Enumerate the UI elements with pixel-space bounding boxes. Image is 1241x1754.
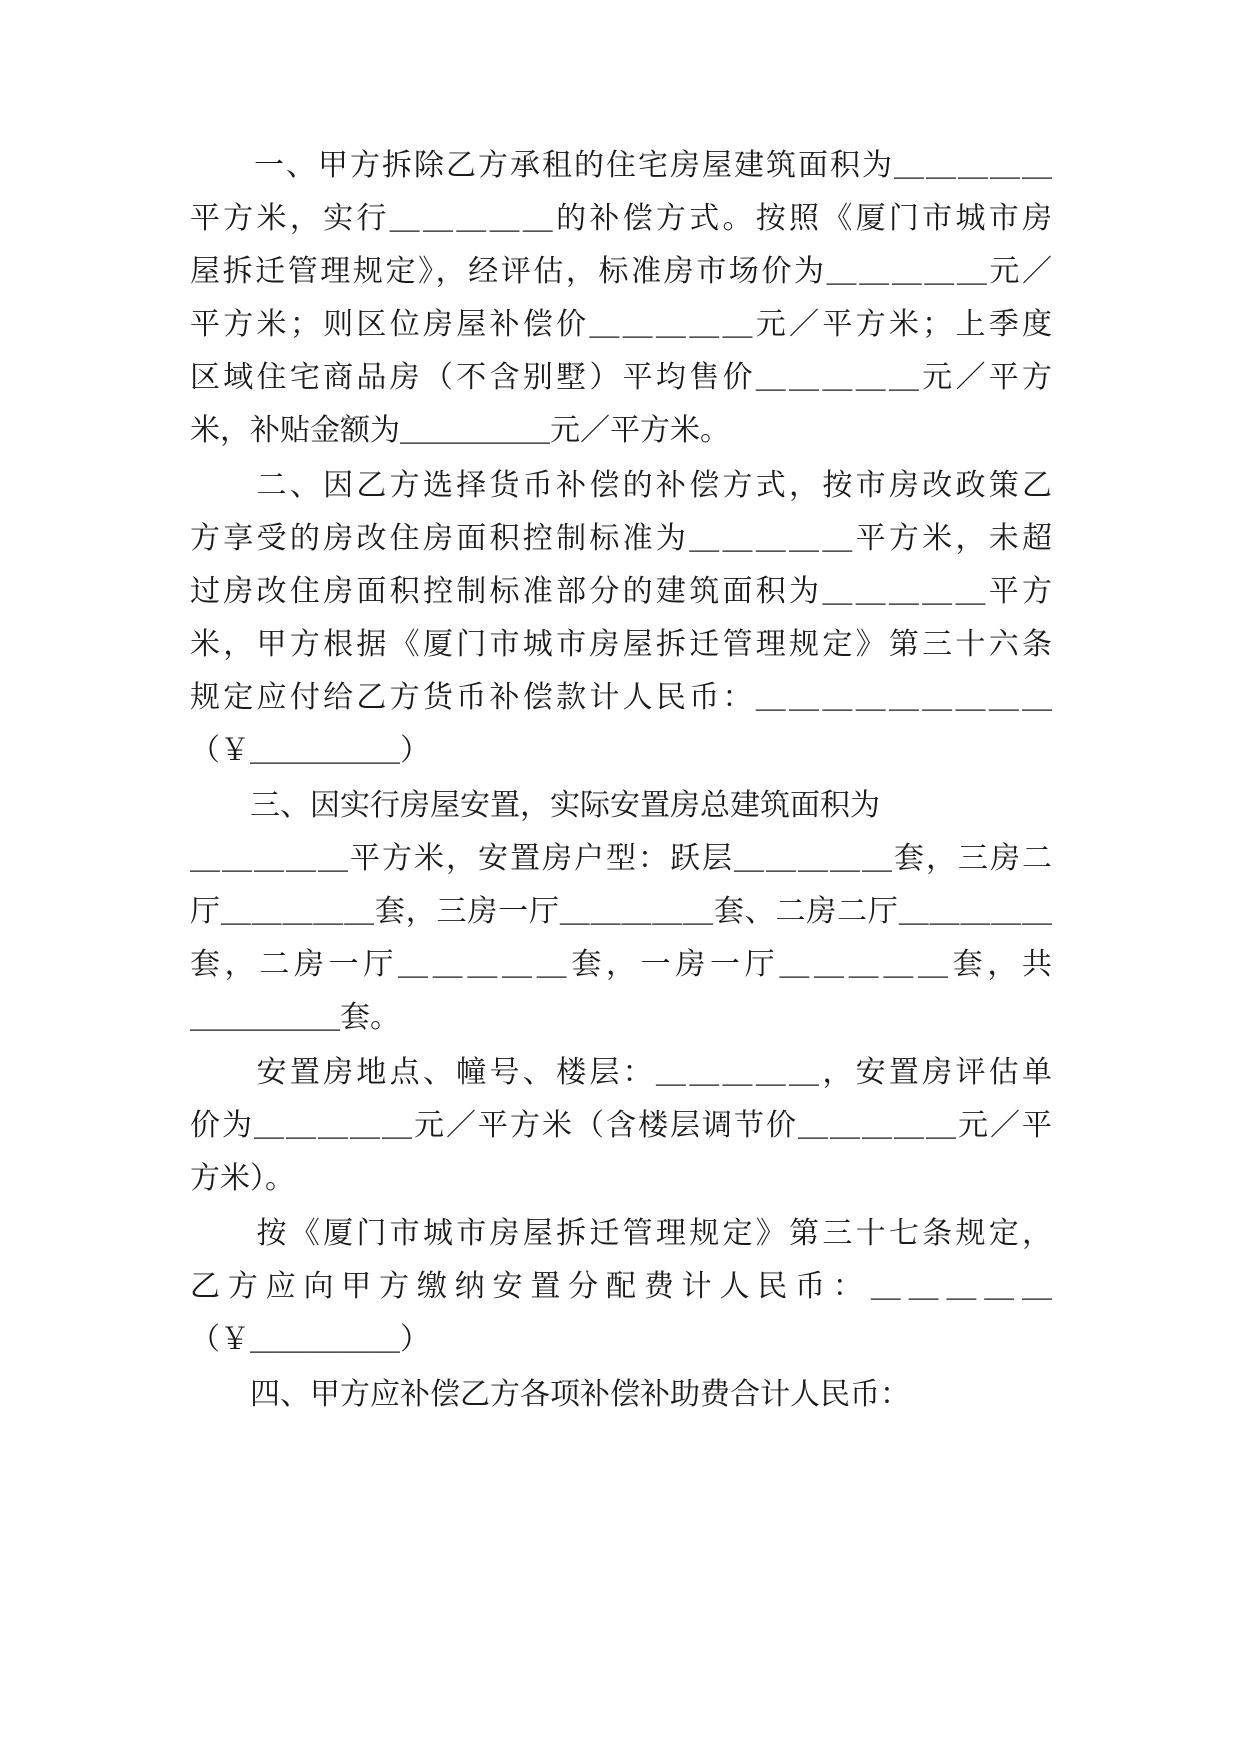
text-line: ＿＿＿＿＿平方米，安置房户型：跃层＿＿＿＿＿套，三房二 [190,841,1052,876]
text-line: 按《厦门市城市房屋拆迁管理规定》第三十七条规定， [190,1216,1052,1251]
text-line: 三、因实行房屋安置，实际安置房总建筑面积为 [190,788,880,823]
text-line: 二、因乙方选择货币补偿的补偿方式，按市房改政策乙 [190,468,1052,503]
text-line: 米，甲方根据《厦门市城市房屋拆迁管理规定》第三十六条 [190,627,1052,662]
text-line: 套，二房一厅＿＿＿＿＿套，一房一厅＿＿＿＿＿套，共 [190,947,1052,982]
text-line: 平方米；则区位房屋补偿价＿＿＿＿＿元／平方米；上季度 [190,307,1052,342]
text-line: 乙方应向甲方缴纳安置分配费计人民币：＿＿＿＿＿ [190,1269,1052,1304]
text-line: 区域住宅商品房（不含别墅）平均售价＿＿＿＿＿元／平方 [190,360,1052,395]
text-line: 规定应付给乙方货币补偿款计人民币：＿＿＿＿＿＿＿＿＿ [190,680,1052,715]
text-line: （￥＿＿＿＿＿） [190,1322,430,1357]
text-line: 屋拆迁管理规定》，经评估，标准房市场价为＿＿＿＿＿元／ [190,254,1052,289]
text-line: ＿＿＿＿＿套。 [190,1000,400,1035]
text-line: 过房改住房面积控制标准部分的建筑面积为＿＿＿＿＿平方 [190,574,1052,609]
text-line: 价为＿＿＿＿＿元／平方米（含楼层调节价＿＿＿＿＿元／平 [190,1108,1052,1143]
text-line: 方享受的房改住房面积控制标准为＿＿＿＿＿平方米，未超 [190,521,1052,556]
text-line: 厅＿＿＿＿＿套，三房一厅＿＿＿＿＿套、二房二厅＿＿＿＿＿ [190,894,1052,929]
text-line: 安置房地点、幢号、楼层：＿＿＿＿＿，安置房评估单 [190,1055,1052,1090]
text-line: 四、甲方应补偿乙方各项补偿补助费合计人民币： [190,1377,910,1412]
text-line: 米，补贴金额为＿＿＿＿＿元／平方米。 [190,413,730,448]
text-line: 方米）。 [190,1161,295,1196]
text-line: （￥＿＿＿＿＿） [190,733,430,768]
text-line: 平方米，实行＿＿＿＿＿的补偿方式。按照《厦门市城市房 [190,201,1052,236]
text-line: 一、甲方拆除乙方承租的住宅房屋建筑面积为＿＿＿＿＿ [190,148,1052,183]
